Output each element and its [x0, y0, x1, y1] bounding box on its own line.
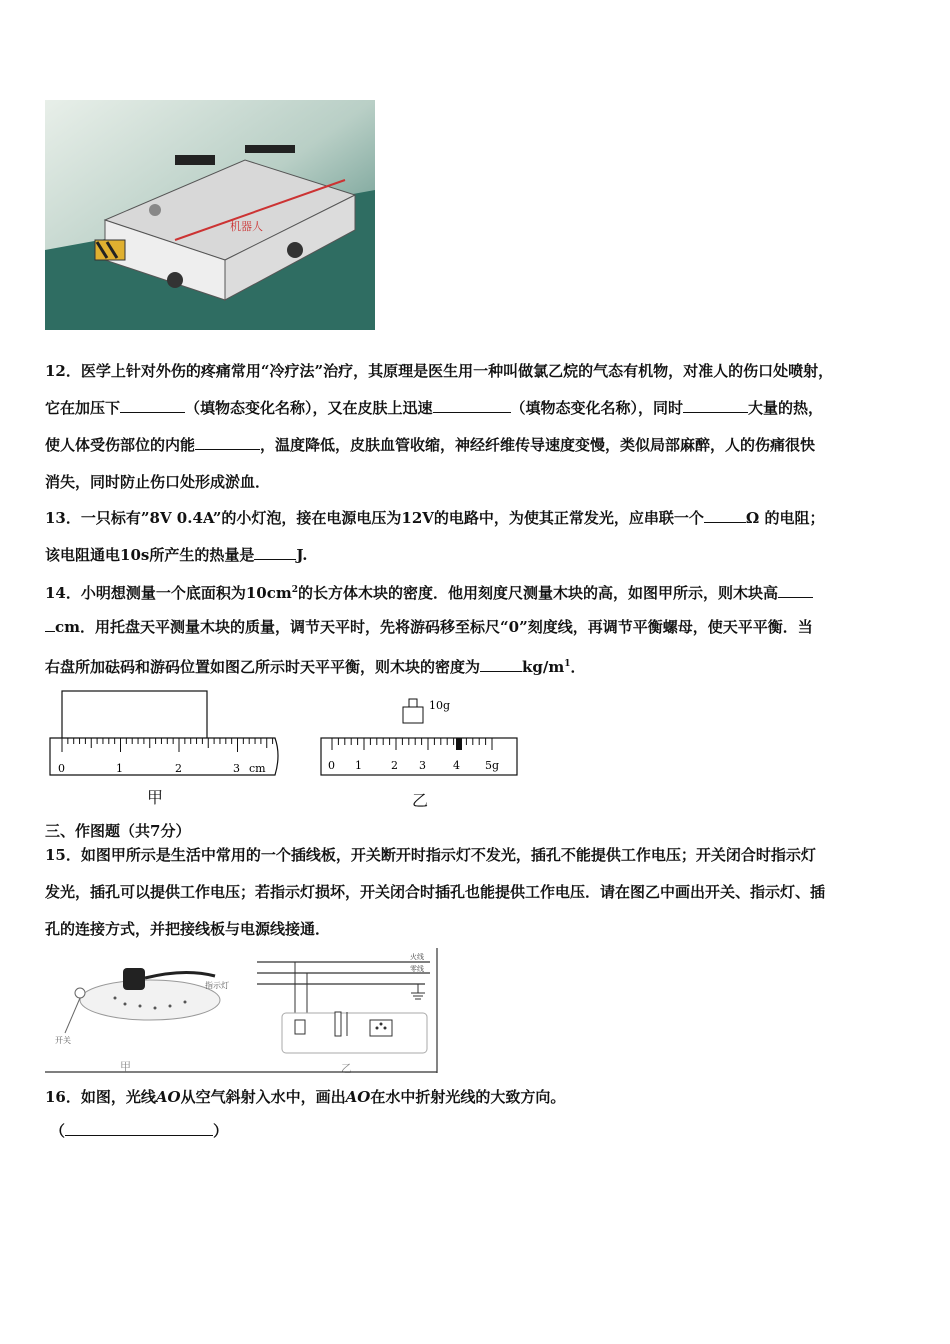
q12-line3: 使人体受伤部位的内能 ，温度降低，皮肤血管收缩，神经纤维传导速度变慢，类似局部麻醉，人的伤痛很快	[45, 436, 816, 454]
section-title: 三、作图题（共7分）	[45, 822, 191, 840]
power-strip	[80, 980, 220, 1020]
fig14-caption-a: 甲	[147, 788, 164, 807]
ruler-unit: cm	[249, 762, 266, 775]
q16-answer-line: （ ）	[50, 1122, 229, 1140]
switch-symbol	[295, 1020, 305, 1034]
fig15-figure	[45, 948, 440, 1073]
fig14-caption-b: 乙	[412, 791, 429, 810]
fig14-figure	[45, 685, 535, 780]
answer-blank[interactable]	[254, 545, 296, 560]
q12-line4: 消失，同时防止伤口处形成淤血．	[45, 473, 271, 491]
q12-line2: 它在加压下 （填物态变化名称），又在皮肤上迅速 （填物态变化名称），同时 大量的热，	[45, 399, 824, 417]
scale-label: 2	[391, 759, 398, 772]
plug-icon	[123, 968, 145, 990]
socket-symbol	[370, 1020, 392, 1036]
q15-line3: 孔的连接方式，并把接线板与电源线接通．	[45, 920, 331, 938]
q16-line1: 16．如图，光线AO从空气斜射入水中，画出AO在水中折射光线的大致方向。	[45, 1088, 566, 1106]
q15-line2: 发光，插孔可以提供工作电压；若指示灯损坏，开关闭合时插孔也能提供工作电压．请在图乙中画出开关、指示灯、插	[45, 883, 826, 901]
indicator-lamp	[335, 1012, 341, 1036]
label-live: 火线	[410, 953, 424, 961]
q14-line3: 右盘所加砝码和游码位置如图乙所示时天平平衡，则木块的密度为 $kg/m^1$．	[45, 658, 586, 676]
weight-10g	[403, 707, 423, 723]
label-indicator: 指示灯	[205, 981, 229, 990]
q14-line2: cm．用托盘天平测量木块的质量，调节天平时，先将游码移至标尺“0”刻度线，再调节平衡螺母，使天平平衡．当	[45, 617, 813, 637]
answer-blank[interactable]	[45, 617, 55, 632]
ruler-label: 0	[58, 762, 65, 775]
label-neutral: 零线	[410, 965, 424, 973]
fig15-caption-a: 甲	[120, 1060, 131, 1073]
wood-block	[62, 691, 207, 739]
scale-label: 3	[419, 759, 426, 772]
answer-blank[interactable]	[683, 398, 748, 413]
answer-blank[interactable]	[778, 583, 813, 598]
switch-icon	[75, 988, 85, 998]
cart-label: 机器人	[230, 220, 263, 233]
fig15-caption-b: 乙	[341, 1062, 352, 1073]
q12-line1: 12．医学上针对外伤的疼痛常用“冷疗法”治疗，其原理是医生用一种叫做氯乙烷的气态有机物，对准人的伤口处喷射，	[45, 362, 834, 380]
scale-label: 4	[453, 759, 460, 772]
scale-label: 0	[328, 759, 335, 772]
answer-blank[interactable]	[433, 398, 511, 413]
weight-label: 10g	[429, 699, 451, 712]
q15-line1: 15．如图甲所示是生活中常用的一个插线板，开关断开时指示灯不发光，插孔不能提供工作电压；开关闭合时指示灯	[45, 846, 816, 864]
answer-blank[interactable]	[480, 657, 522, 672]
q13-line1: 13．一只标有”8V 0.4A”的小灯泡，接在电源电压为12V的电路中，为使其正常发光，应串联一个 Ω 的电阻；	[45, 509, 825, 527]
ruler-label: 3	[233, 762, 240, 775]
rider-marker	[456, 738, 462, 750]
robot-cart-photo	[45, 100, 375, 330]
scale-label: 5g	[485, 759, 500, 772]
ruler-label: 2	[175, 762, 182, 775]
q13-line2: 该电阻通电10s所产生的热量是 J.	[45, 546, 308, 564]
answer-blank[interactable]	[704, 508, 746, 523]
q14-line1: 14．小明想测量一个底面积为$10cm^2$的长方体木块的密度．他用刻度尺测量木块的高，如图甲所示，则木块高	[45, 580, 813, 603]
answer-blank[interactable]	[120, 398, 185, 413]
label-switch: 开关	[55, 1036, 71, 1045]
answer-blank[interactable]	[65, 1121, 213, 1136]
scale-label: 1	[355, 759, 362, 772]
answer-blank[interactable]	[195, 435, 260, 450]
ruler-label: 1	[116, 762, 123, 775]
